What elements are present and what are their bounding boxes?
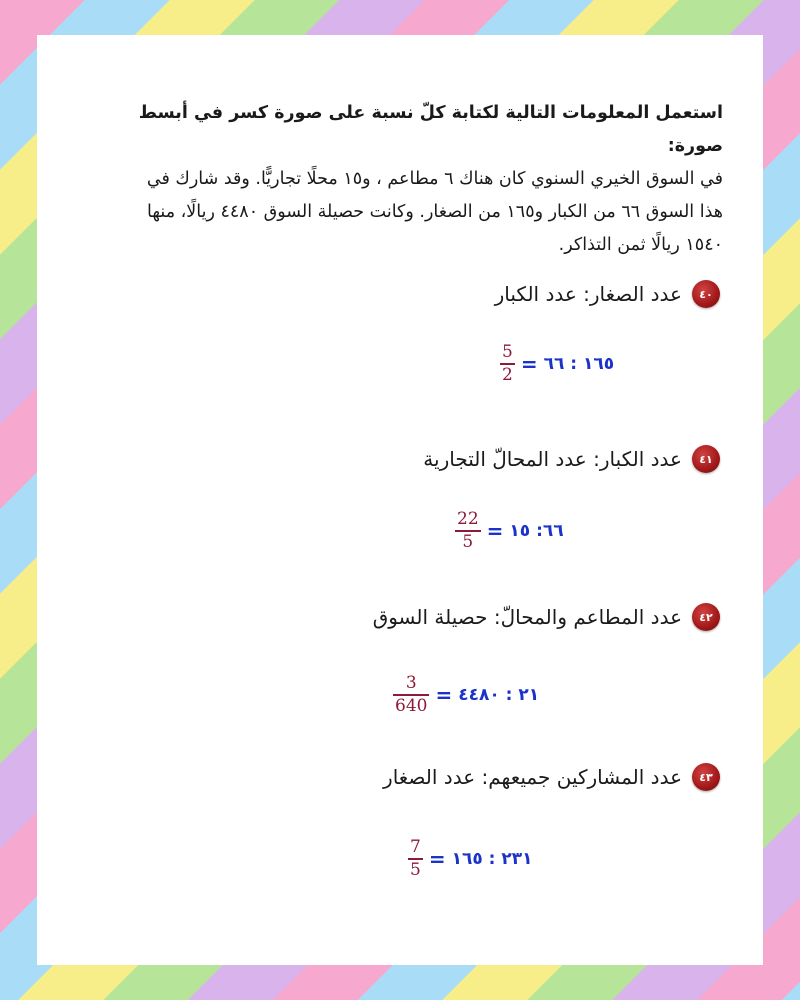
page-card: [37, 35, 763, 965]
equals-sign: =: [428, 846, 446, 871]
fraction-numerator: 22: [457, 509, 479, 529]
question-number-badge: ٤٢: [692, 603, 720, 631]
answer-fraction: [455, 510, 481, 552]
question-43: [383, 763, 720, 791]
answer-41: [455, 510, 564, 552]
question-number-badge: ٤٣: [692, 763, 720, 791]
answer-ratio: ٢١ : ٤٤٨٠: [458, 684, 540, 705]
question-text: عدد الصغار: عدد الكبار: [494, 282, 682, 306]
equals-sign: =: [486, 518, 504, 543]
instructions-line: ١٥٤٠ ريالًا ثمن التذاكر.: [558, 235, 723, 255]
question-text: عدد الكبار: عدد المحالّ التجارية: [423, 447, 682, 471]
question-41: [423, 445, 720, 473]
fraction-denominator: 640: [395, 695, 428, 716]
instructions-lead: استعمل المعلومات التالية لكتابة كلّ نسبة على صورة كسر في أبسط صورة:: [138, 103, 723, 156]
fraction-numerator: 7: [410, 837, 421, 857]
question-number-badge: ٤٠: [692, 280, 720, 308]
equals-sign: =: [520, 351, 538, 376]
fraction-denominator: 5: [462, 531, 474, 552]
instructions-line: هذا السوق ٦٦ من الكبار و١٦٥ من الصغار. وكانت حصيلة السوق ٤٤٨٠ ريالًا، منها: [147, 202, 723, 222]
question-text: عدد المشاركين جميعهم: عدد الصغار: [383, 765, 682, 789]
fraction-denominator: 2: [502, 364, 513, 385]
answer-43: [408, 838, 533, 880]
answer-fraction: [393, 674, 429, 716]
answer-ratio: ٦٦: ١٥: [509, 520, 564, 541]
answer-ratio: ١٦٥ : ٦٦: [543, 353, 615, 374]
answer-ratio: ٢٣١ : ١٦٥: [451, 848, 533, 869]
answer-fraction: [408, 838, 423, 880]
question-number-badge: ٤١: [692, 445, 720, 473]
question-text: عدد المطاعم والمحالّ: حصيلة السوق: [372, 605, 682, 629]
answer-40: [500, 343, 614, 385]
fraction-numerator: 3: [405, 673, 417, 693]
answer-42: [393, 674, 539, 716]
question-42: [373, 603, 720, 631]
equals-sign: =: [435, 682, 453, 707]
instructions-line: في السوق الخيري السنوي كان هناك ٦ مطاعم ، و١٥ محلًا تجاريًّا. وقد شارك في: [146, 169, 723, 189]
question-40: [495, 280, 720, 308]
instructions-paragraph: [83, 97, 723, 262]
fraction-denominator: 5: [410, 859, 421, 880]
fraction-numerator: 5: [502, 342, 513, 362]
answer-fraction: [500, 343, 515, 385]
